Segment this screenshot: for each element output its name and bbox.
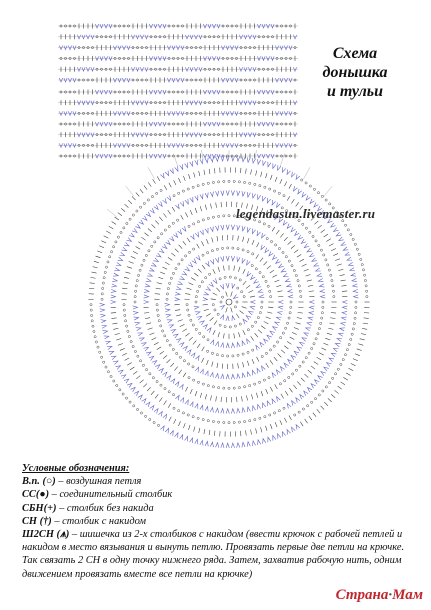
- diagram-title-line2: донышка: [322, 64, 388, 81]
- diagram-title-line3: и тульи: [326, 83, 384, 100]
- legend-item: [22, 515, 420, 528]
- crochet-circle-diagram: [84, 150, 374, 455]
- legend-description: – воздушная петля: [55, 476, 142, 488]
- diagram-title-line1: Схема: [332, 45, 378, 62]
- logo-dot: ·: [388, 587, 393, 603]
- logo-text-part1: Страна: [335, 587, 389, 603]
- logo-text-part2: Мам: [392, 587, 423, 603]
- legend-item: [22, 502, 420, 515]
- legend-item: [22, 488, 420, 501]
- legend-symbol: Ш2СН (⩚): [22, 529, 70, 541]
- site-logo[interactable]: [336, 587, 423, 604]
- legend-description: – шишечка из 2-х столбиков с накидом (ввести крючок с рабочей петлей и накидом в место вязывания и вынуть петлю. Провязать первые две петли на крючке. Так связать 2 СН в одну точку нижнего ряда. Затем, захватив рабочую нить, одним движением провязать вместе все петли на крючке): [22, 529, 405, 580]
- legend-heading: Условные обозначения:: [22, 463, 130, 474]
- legend-symbol: СБН(+): [22, 502, 57, 514]
- legend-symbol: СН (†): [22, 515, 52, 527]
- legend-symbol: В.п. (○): [22, 476, 56, 488]
- crochet-band-top: [58, 22, 298, 84]
- legend-item: [22, 475, 420, 488]
- legend-item: [22, 528, 420, 581]
- watermark-text: legendasun.livemaster.ru: [236, 206, 376, 221]
- legend-description: – столбик с накидом: [51, 515, 147, 527]
- legend: [22, 462, 420, 581]
- legend-description: – столбик без накида: [56, 502, 154, 514]
- legend-symbol: СС(●): [22, 489, 50, 501]
- legend-description: – соединительный столбик: [49, 489, 173, 501]
